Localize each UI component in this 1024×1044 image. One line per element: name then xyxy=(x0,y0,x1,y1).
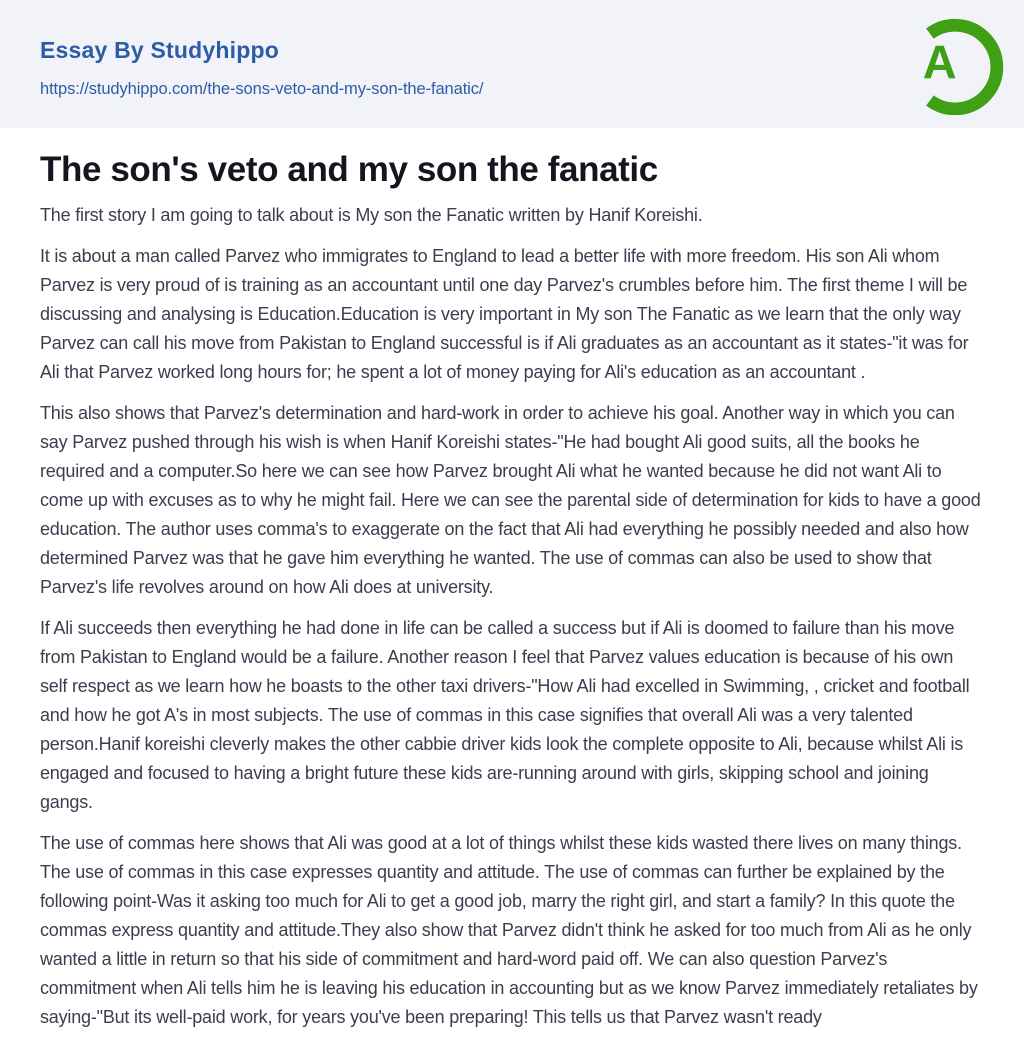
essay-title: The son's veto and my son the fanatic xyxy=(40,150,658,189)
essay-paragraph: The first story I am going to talk about is My son the Fanatic written by Hanif Koreishi. xyxy=(40,205,703,225)
essay-article xyxy=(0,150,1024,1032)
essay-paragraph: It is about a man called Parvez who immigrates to England to lead a better life with more freedom. His son Ali whom Parvez is very proud of is training as an accountant until one day Parvez's crumbles before him. The first theme I will be discussing and analysing is Education.Education is very important in My son The Fanatic as we learn that the only way Parvez can call his move from Pakistan to England successful is if Ali graduates as an accountant as it states-"it was for Ali that Parvez worked long hours for; he spent a lot of money paying for Ali's education as an accountant . xyxy=(40,246,969,382)
site-title: Essay By Studyhippo xyxy=(40,37,279,63)
essay-paragraph: The use of commas here shows that Ali was good at a lot of things whilst these kids wasted there lives on many things. The use of commas in this case expresses quantity and attitude. The use of commas can further be explained by the following point-Was it asking too much for Ali to get a good job, marry the right girl, and start a family? In this quote the commas express quantity and attitude.They also show that Parvez didn't think he asked for too much from Ali as he only wanted a little in return so that his side of commitment and hard-word paid off. We can also question Parvez's commitment when Ali tells him he is leaving his education in accounting but as we know Parvez immediately retaliates by saying-"But its well-paid work, for years you've been preparing! This tells us that Parvez wasn't ready xyxy=(40,833,978,1027)
logo-letter: A xyxy=(922,36,957,89)
essay-paragraph: If Ali succeeds then everything he had done in life can be called a success but if Ali is doomed to failure than his move from Pakistan to England would be a failure. Another reason I feel that Parvez values education is because of his own self respect as we learn how he boasts to the other taxi drivers-"How Ali had excelled in Swimming, , cricket and football and how he got A's in most subjects. The use of commas in this case signifies that overall Ali was a very talented person.Hanif koreishi cleverly makes the other cabbie driver kids look the complete opposite to Ali, because whilst Ali is engaged and focused to having a bright future these kids are-running around with girls, skipping school and joining gangs. xyxy=(40,618,970,812)
essay-paragraph: This also shows that Parvez's determination and hard-work in order to achieve his goal. Another way in which you can say Parvez pushed through his wish is when Hanif Koreishi states-"He had bought Ali good suits, all the books he required and a computer.So here we can see how Parvez brought Ali what he wanted because he did not want Ali to come up with excuses as to why he might fail. Here we can see the parental side of determination for kids to have a good education. The author uses comma's to exaggerate on the fact that Ali had everything he possibly needed and also how determined Parvez was that he gave him everything he wanted. The use of commas can also be used to show that Parvez's life revolves around on how Ali does at university. xyxy=(40,403,981,597)
page-header xyxy=(0,0,1024,128)
studyhippo-logo xyxy=(903,13,1005,115)
logo-ring-icon xyxy=(903,13,1005,115)
page-url-link[interactable]: https://studyhippo.com/the-sons-veto-and-my-son-the-fanatic/ xyxy=(40,80,484,99)
